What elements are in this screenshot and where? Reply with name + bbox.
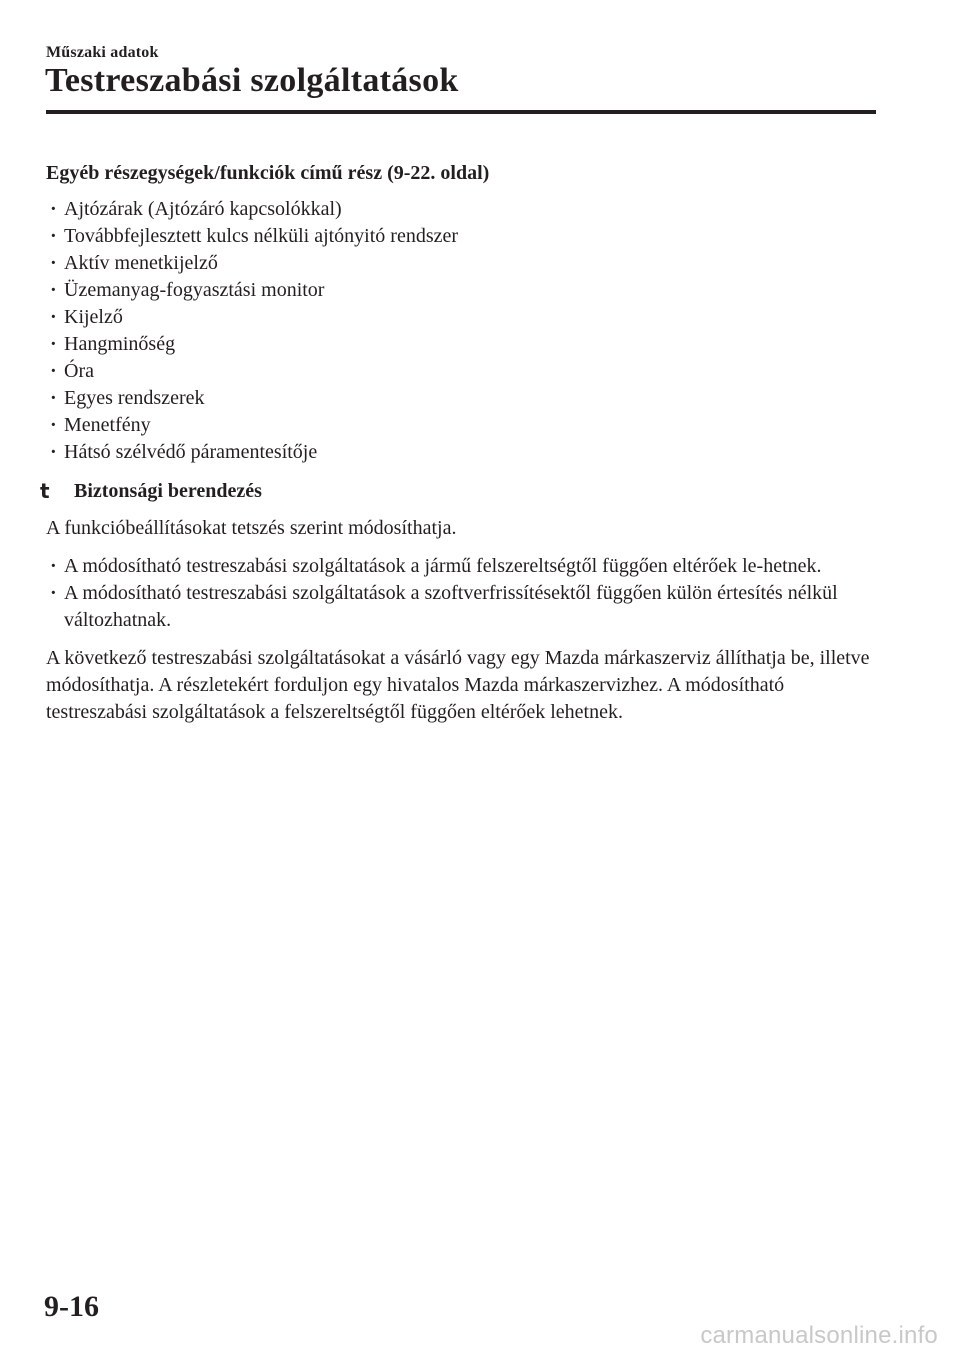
bullet-icon: · [50,306,57,328]
list-item: · Hátsó szélvédő páramentesítője [46,439,876,466]
bullet-icon: · [50,582,57,604]
title-divider [46,110,876,114]
bullet-icon: · [50,333,57,355]
bullet-icon: · [50,441,57,463]
list-item: · Üzemanyag-fogyasztási monitor [46,277,876,304]
other-units-heading: Egyéb részegységek/funkciók című rész (9-22. oldal) [46,162,490,184]
safety-notes [46,553,876,634]
bullet-icon: · [50,252,57,274]
bullet-icon: · [50,198,57,220]
bullet-icon: · [50,225,57,247]
page-content [40,160,876,737]
safety-heading [40,478,876,505]
bullet-icon: · [50,414,57,436]
safety-heading-text: Biztonsági berendezés [74,480,262,502]
list-item: · Kijelző [46,304,876,331]
bullet-icon: · [50,555,57,577]
bullet-icon: · [50,360,57,382]
list-item: · Ajtózárak (Ajtózáró kapcsolókkal) [46,196,876,223]
list-item: · Óra [46,358,876,385]
watermark: carmanualsonline.info [700,1322,938,1349]
section-marker-icon: t [40,479,50,503]
list-item: · Egyes rendszerek [46,385,876,412]
section-label: Műszaki adatok [46,44,159,61]
other-units-list [46,196,876,466]
safety-paragraph: A következő testreszabási szolgáltatásokat a vásárló vagy egy Mazda márkaszerviz állíthatja be, illetve módosíthatja. A részletekért forduljon egy hivatalos Mazda márkaszervizhez. A módosítható testreszabási szolgáltatások a felszereltségtől függően eltérőek lehetnek. [46,647,870,723]
list-item: · Aktív menetkijelző [46,250,876,277]
page-title: Testreszabási szolgáltatások [45,62,459,99]
list-item: · Hangminőség [46,331,876,358]
page-number: 9-16 [44,1290,99,1323]
safety-intro: A funkcióbeállításokat tetszés szerint módosíthatja. [46,517,457,539]
list-item: · A módosítható testreszabási szolgáltatások a szoftverfrissítésektől függően külön értesítés nélkül változhatnak. [50,582,838,631]
list-item: · Menetfény [46,412,876,439]
bullet-icon: · [50,387,57,409]
list-item: · A módosítható testreszabási szolgáltatások a jármű felszereltségtől függően eltérőek le-hetnek. [46,553,876,580]
list-item: · Továbbfejlesztett kulcs nélküli ajtónyitó rendszer [46,223,876,250]
bullet-icon: · [50,279,57,301]
